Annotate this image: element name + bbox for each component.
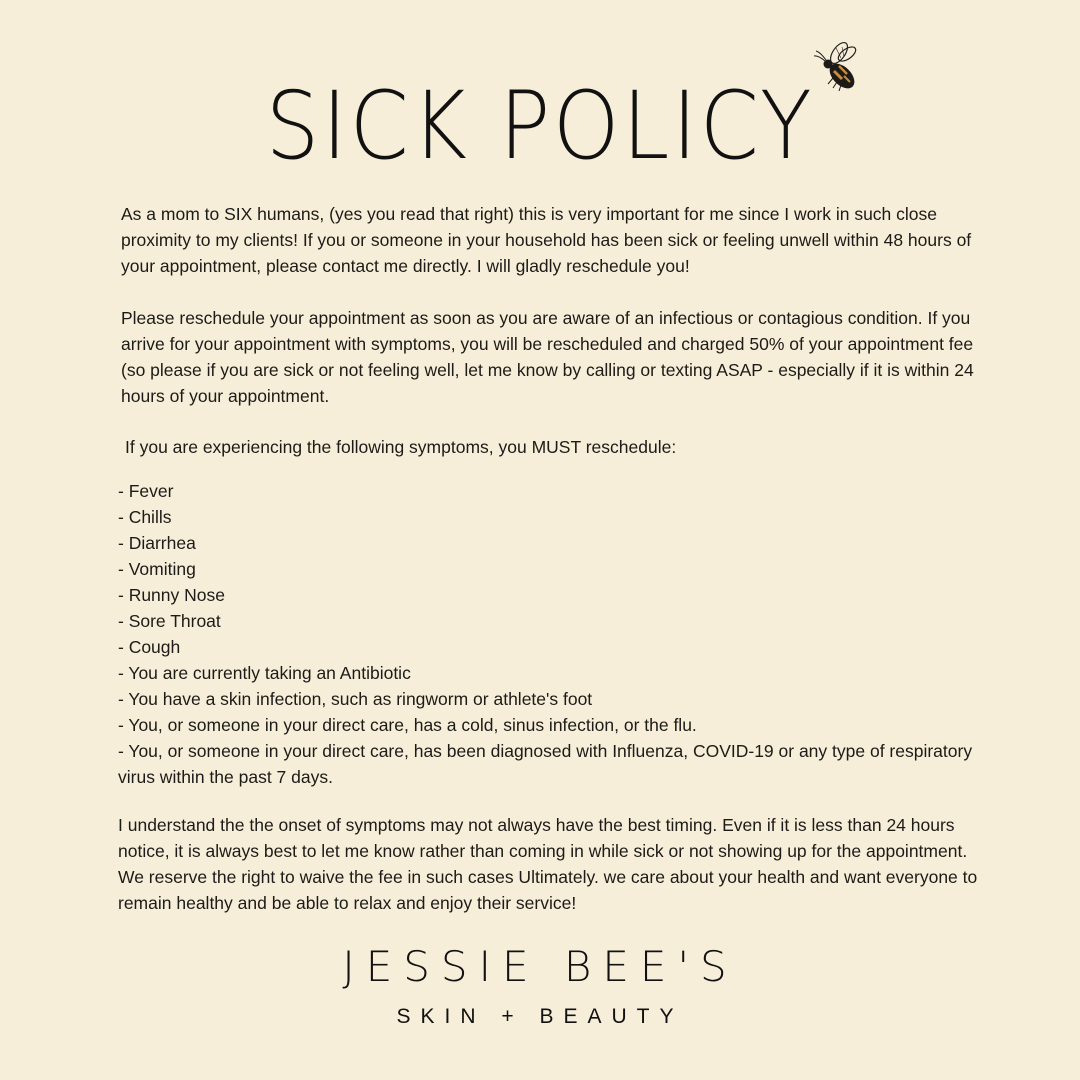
list-item: - You, or someone in your direct care, has been diagnosed with Influenza, COVID-19 or any type of respiratory virus within the past 7 days. <box>118 741 973 787</box>
intro-paragraph: As a mom to SIX humans, (yes you read that right) this is very important for me since I work in such close proximity to my clients! If you or someone in your household has been sick or feeling unwell within 48 hours of your appointment, please contact me directly. I will gladly reschedule you! <box>121 204 972 276</box>
brand-tagline: SKIN + BEAUTY <box>396 1005 684 1028</box>
page-title: SICK POLICY <box>265 72 815 181</box>
bee-icon <box>806 38 862 94</box>
symptoms-intro: If you are experiencing the following symptoms, you MUST reschedule: <box>125 437 677 457</box>
list-item: - Runny Nose <box>118 585 225 605</box>
list-item: - Sore Throat <box>118 611 221 631</box>
list-item: - You, or someone in your direct care, has a cold, sinus infection, or the flu. <box>118 715 697 735</box>
list-item: - Chills <box>118 507 172 527</box>
list-item: - Fever <box>118 481 174 501</box>
closing-paragraph: I understand the the onset of symptoms may not always have the best timing. Even if it is less than 24 hours notice, it is always best to let me know rather than coming in while sick or not showing up for the appointment. We reserve the right to waive the fee in such cases Ultimately. we care about your health and want everyone to remain healthy and be able to relax and enjoy their service! <box>118 815 978 913</box>
list-item: - Vomiting <box>118 559 196 579</box>
reschedule-paragraph: Please reschedule your appointment as soon as you are aware of an infectious or contagious condition. If you arrive for your appointment with symptoms, you will be rescheduled and charged 50% of your appointment fee (so please if you are sick or not feeling well, let me know by calling or texting ASAP - especially if it is within 24 hours of your appointment. <box>121 308 974 406</box>
list-item: - Diarrhea <box>118 533 196 553</box>
list-item: - You have a skin infection, such as ringworm or athlete's foot <box>118 689 593 709</box>
symptom-list <box>118 478 978 790</box>
list-item: - You are currently taking an Antibiotic <box>118 663 411 683</box>
brand-name: JESSIE BEE'S <box>342 942 738 991</box>
list-item: - Cough <box>118 637 181 657</box>
